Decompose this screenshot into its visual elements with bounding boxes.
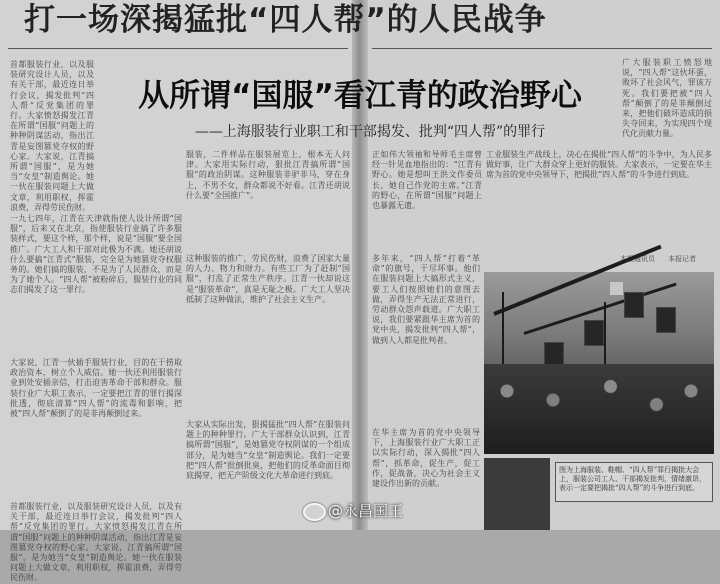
photo-caption: 图为上海服装、鞋帽、“四人帮”罪行揭批大会上，服装公司工人、干部揭发批判，情绪激昂，表示一定要把揭批“四人帮”的斗争进行到底。 (555, 462, 713, 502)
flag (610, 282, 623, 295)
banner-headline: 打一场深揭猛批“四人帮”的人民战争 (24, 2, 547, 38)
placard (624, 292, 644, 318)
byline-2: 本报记者 (668, 255, 696, 263)
text-column-left-3: 大家说，江青一伙插手服装行业，目的在于捞取政治资本，树立个人威信。她一伙还利用服装行业到处安插亲信，打击迫害革命干部和群众。服装行业广大职工表示，一定要把江青的罪行揭深批透，彻底清算“四人帮”的流毒和影响，把被“四人帮”颠倒了的是非再颠倒过来。 (10, 358, 182, 419)
divider-rule (372, 48, 712, 49)
text-column-far-2: 广大服装职工愤怒地说，“四人帮”这伙坏蛋，败坏了社会风气，罪该万死。我们要把被“四人帮”颠倒了的是非颠倒过来，把他们破坏造成的损失夺回来，为实现四个现代化贡献力量。 (622, 58, 712, 139)
text-column-right-3: 在华主席为首的党中央领导下，上海服装行业广大职工正以实际行动，深入揭批“四人帮”，抓革命，促生产，促工作，促战备，决心为社会主义建设作出新的贡献。 (372, 428, 480, 489)
byline-1: 本报通讯员 (620, 255, 655, 263)
text-column-right-1: 正如伟大领袖和导师毛主席曾经一针见血地指出的：“江青有野心。她是想叫王洪文作委员长，她自己作党的主席。”江青的野心，在所谓“国服”问题上也暴露无遗。 (372, 150, 482, 211)
watermark: @永昌国王 (328, 502, 404, 520)
text-column-left-1: 首都服装行业，以及服装研究设计人员，以及有关干部，最近连日举行会议，揭发批判“四人帮”反党集团的罪行。大家愤怒揭发江青在所谓“国服”问题上的种种阴谋活动，指出江青是妄图篡党夺权的野心家。大家说，江青搞所谓“国服”，是为她当“女皇”制造舆论。她一伙在服装问题上大做文章，利用职权，挥霍浪费，弄得劳民伤财。 (10, 60, 94, 212)
placard (584, 320, 604, 346)
article-headline: 从所谓“国服”看江青的政治野心 (138, 78, 582, 114)
weibo-logo-icon (303, 503, 326, 521)
text-column-mid-1: 服装，二件样品在服装展览上，根本无人问津。大家用实际行动，狠批江青搞所谓“国服”的政治阴谋。这种服装非驴非马，穿在身上，不男不女，群众都说不好看。江青还胡说什么要“全国推广”。 (186, 150, 350, 200)
secondary-photo (484, 458, 550, 530)
text-column-mid-2: 这种服装的推广，劳民伤财，浪费了国家大量的人力、物力和财力。有些工厂为了赶制“国服”，打乱了正常生产秩序。江青一伙却说这是“服装革命”，真是无耻之极。广大工人坚决抵制了这种做法，维护了社会主义生产。 (186, 254, 350, 304)
divider-rule (8, 48, 348, 49)
text-column-right-2: 多年来，“四人帮”打着“革命”的旗号，干尽坏事。他们在服装问题上大搞形式主义，要工人们按照她们的意图去做，弄得生产无法正常进行，劳动群众怨声载道。广大职工说，我们要紧跟华主席为首的党中央，揭发批判“四人帮”，做到人人都是批判者。 (372, 254, 480, 345)
rally-photo (484, 272, 714, 454)
text-column-mid-3: 大家从实际出发，狠揭猛批“四人帮”在服装问题上的种种罪行。广大干部群众认识到，江青搞所谓“国服”，是她篡党夺权阴谋的一个组成部分，是为她当“女皇”制造舆论。我们一定要把“四人帮”批倒批臭，把他们的反革命面目彻底揭穿，把无产阶级文化大革命进行到底。 (186, 420, 350, 481)
text-column-left-4: 首都服装行业，以及服装研究设计人员，以及有关干部，最近连日举行会议，揭发批判“四人帮”反党集团的罪行。大家愤怒揭发江青在所谓“国服”问题上的种种阴谋活动，指出江青是妄图篡党夺权的野心家。大家说，江青搞所谓“国服”，是为她当“女皇”制造舆论。她一伙在服装问题上大做文章，利用职权，挥霍浪费，弄得劳民伤财。 (10, 502, 182, 583)
article-subhead: ——上海服装行业职工和干部揭发、批判“四人帮”的罪行 (194, 124, 546, 140)
text-column-far-1: 工业服装生产战线上，决心在揭批“四人帮”的斗争中，为人民多做好事，让广大群众穿上更好的服装。大家表示，一定要在华主席为首的党中央领导下，把揭批“四人帮”的斗争进行到底。 (486, 150, 712, 180)
placard (656, 307, 676, 333)
crowd (484, 364, 714, 454)
text-column-left-2: 一九七四年，江青在天津就指使人设计所谓“国服”，后来又在北京，指使服装行业搞了许多服装样式，要这个样，那个样，说是“国服”要全国推广。广大工人和干部对此极为不满。她还胡说什么要搞“江青式”服装，完全是为她篡党夺权服务的。她们搞的服装，不是为了人民群众，而是为了她个人。“四人帮”被粉碎后，服装行业的同志们揭发了这一罪行。 (10, 214, 182, 295)
